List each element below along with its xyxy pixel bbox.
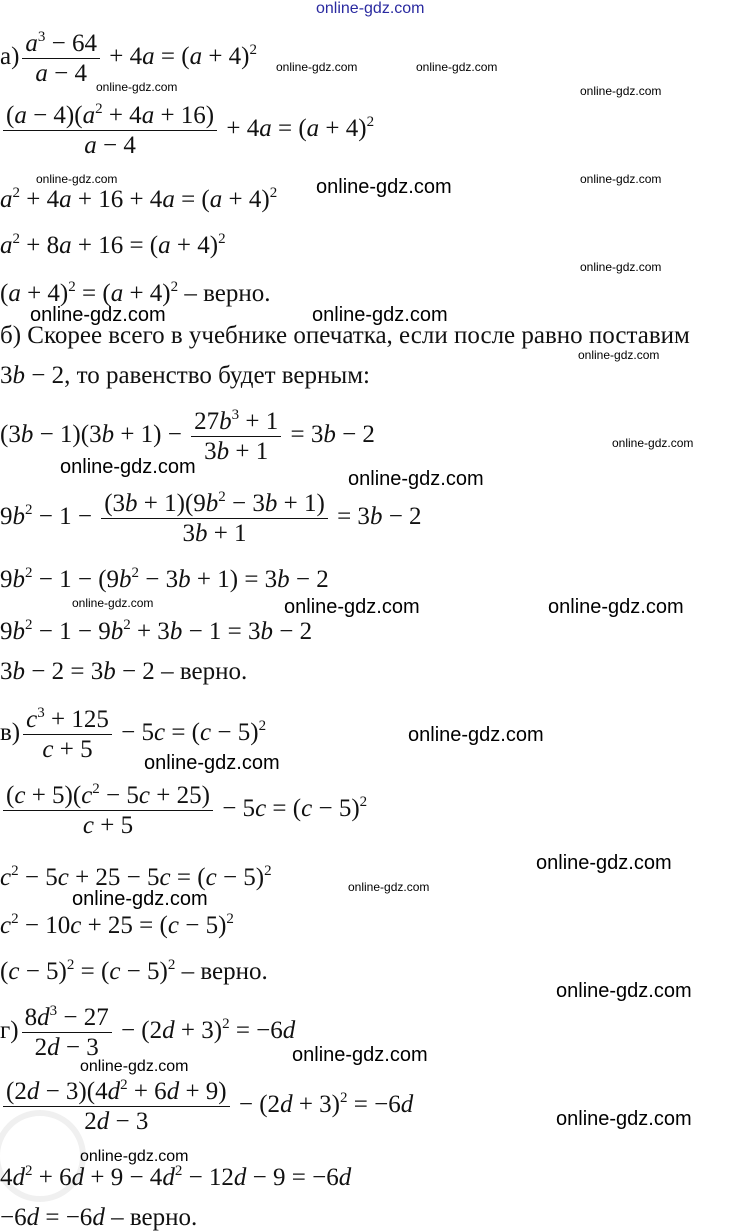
- watermark: online-gdz.com: [578, 348, 660, 362]
- fraction: $\frac{27b^3 + 1}{3b + 1}$: [191, 408, 281, 465]
- watermark: online-gdz.com: [408, 724, 544, 746]
- part-a-label: а): [0, 43, 20, 71]
- part-b-label: б): [0, 322, 22, 349]
- part-b-equation-1: (3b − 1)(3b + 1) − $\frac{27b^3 + 1}{3b + 1}$ = 3b − 2: [0, 407, 375, 465]
- watermark: online-gdz.com: [580, 260, 662, 274]
- part-a-equation-4: $a^2 + 8a + 16 = (a + 4)^2$: [0, 231, 226, 259]
- verdict-text: – верно.: [184, 280, 271, 307]
- watermark: online-gdz.com: [348, 468, 484, 490]
- part-g-equation-1: г) $\frac{8d^3 - 27}{2d - 3}$ − $(2d + 3)^2 = -6d$: [0, 1003, 296, 1061]
- part-g-equation-3: $4d^2 + 6d + 9 - 4d^2 - 12d - 9 = -6d$: [0, 1163, 352, 1191]
- fraction: $\frac{(3b + 1)(9b^2 - 3b + 1)}{3b + 1}$: [101, 490, 328, 547]
- fraction: $\frac{(a - 4)(a^2 + 4a + 16)}{a - 4}$: [3, 102, 217, 159]
- note-text: Скорее всего в учебнике опечатка, если после равно поставим: [27, 322, 690, 349]
- part-a-equation-3: $a^2 + 4a + 16 + 4a = (a + 4)^2$: [0, 185, 278, 213]
- watermark: online-gdz.com: [284, 596, 420, 618]
- part-v-equation-1: в) $\frac{c^3 + 125}{c + 5}$ − $5c = (c - 5)^2$: [0, 705, 267, 763]
- fraction: $\frac{a^3 - 64}{a - 4}$: [22, 30, 100, 87]
- fraction: $\frac{(c + 5)(c^2 - 5c + 25)}{c + 5}$: [3, 782, 213, 839]
- fraction: $\frac{c^3 + 125}{c + 5}$: [23, 706, 112, 763]
- watermark: online-gdz.com: [80, 1148, 189, 1165]
- part-g-label: г): [0, 1017, 19, 1045]
- part-v-label: в): [0, 719, 21, 747]
- part-a-equation-2: $\frac{(a - 4)(a^2 + 4a + 16)}{a - 4}$ + $4a = (a + 4)^2$: [0, 102, 374, 159]
- site-header[interactable]: online-gdz.com: [316, 0, 425, 17]
- watermark: online-gdz.com: [580, 172, 662, 186]
- verdict-text: – верно.: [181, 958, 268, 985]
- fraction: $\frac{(2d - 3)(4d^2 + 6d + 9)}{2d - 3}$: [3, 1078, 230, 1135]
- part-b-equation-5: 3b − 2 = 3b − 2 – верно.: [0, 658, 248, 685]
- watermark: online-gdz.com: [316, 176, 452, 198]
- watermark: online-gdz.com: [536, 852, 672, 874]
- part-a-equation-1: а) $\frac{a^3 - 64}{a - 4}$ + $4a = (a + 4)^2$: [0, 29, 258, 87]
- watermark: online-gdz.com: [96, 80, 178, 94]
- part-v-equation-4: $c^2 - 10c + 25 = (c - 5)^2$: [0, 911, 234, 939]
- watermark: online-gdz.com: [292, 1044, 428, 1066]
- part-g-equation-2: $\frac{(2d - 3)(4d^2 + 6d + 9)}{2d - 3}$ − $(2d + 3)^2 = -6d$: [0, 1078, 413, 1135]
- watermark: online-gdz.com: [36, 172, 118, 186]
- watermark: online-gdz.com: [72, 596, 154, 610]
- part-g-equation-4: −6d = −6d – верно.: [0, 1204, 198, 1231]
- watermark: online-gdz.com: [276, 60, 358, 74]
- watermark: online-gdz.com: [80, 1058, 189, 1075]
- part-b-note-line2: 3b − 2, то равенство будет верным:: [0, 362, 370, 389]
- verdict-text: – верно.: [111, 1204, 198, 1231]
- watermark: online-gdz.com: [312, 304, 448, 326]
- watermark: online-gdz.com: [580, 84, 662, 98]
- watermark: online-gdz.com: [548, 596, 684, 618]
- part-v-equation-5: $(c - 5)^2 = (c - 5)^2$ – верно.: [0, 957, 268, 985]
- watermark: online-gdz.com: [144, 752, 280, 774]
- part-b-equation-3: $9b^2 - 1 - (9b^2 - 3b + 1) = 3b - 2$: [0, 565, 329, 593]
- part-b-equation-2: $9b^2 - 1$ − $\frac{(3b + 1)(9b^2 - 3b + 1)}{3b + 1}$ = 3b − 2: [0, 489, 422, 547]
- verdict-text: – верно.: [161, 658, 248, 685]
- watermark: online-gdz.com: [72, 888, 208, 910]
- watermark: online-gdz.com: [556, 980, 692, 1002]
- watermark: online-gdz.com: [612, 436, 694, 450]
- part-v-equation-2: $\frac{(c + 5)(c^2 - 5c + 25)}{c + 5}$ − $5c = (c - 5)^2$: [0, 782, 367, 839]
- fraction: $\frac{8d^3 - 27}{2d - 3}$: [22, 1004, 112, 1061]
- part-v-equation-3: $c^2 - 5c + 25 - 5c = (c - 5)^2$: [0, 863, 272, 891]
- part-b-equation-4: $9b^2 - 1 - 9b^2 + 3b - 1 = 3b - 2$: [0, 617, 313, 645]
- watermark: online-gdz.com: [60, 456, 196, 478]
- watermark: online-gdz.com: [416, 60, 498, 74]
- watermark: online-gdz.com: [30, 304, 166, 326]
- watermark: online-gdz.com: [556, 1108, 692, 1130]
- part-a-equation-5: $(a + 4)^2 = (a + 4)^2$ – верно.: [0, 279, 271, 307]
- watermark: online-gdz.com: [348, 880, 430, 894]
- note-tail: , то равенство будет верным:: [64, 362, 370, 389]
